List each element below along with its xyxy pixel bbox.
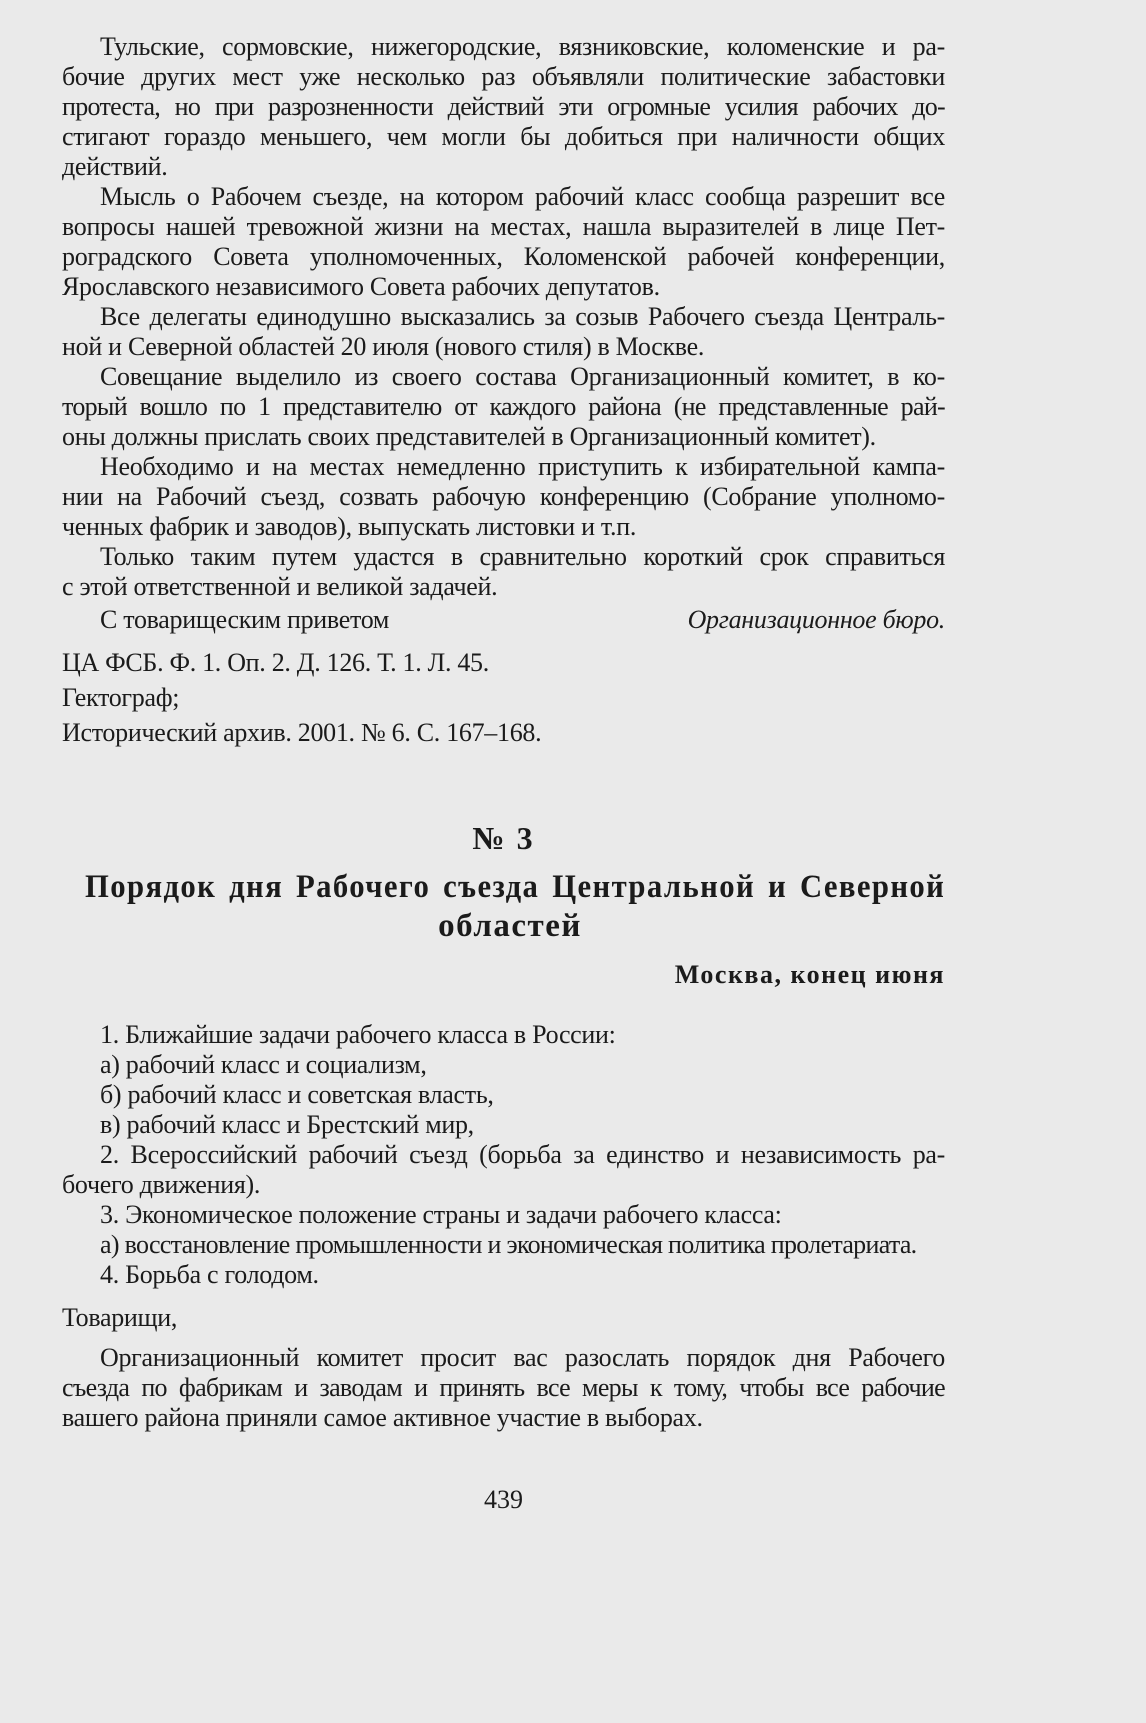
text-line: стигают гораздо меньшего, чем могли бы добиться при наличности общих [62, 122, 945, 151]
text-line: Необходимо и на местах немедленно приступить к избирательной кампа- [100, 452, 945, 481]
text-line: вашего района приняли самое активное участие в выборах. [62, 1403, 703, 1432]
salutation [62, 1303, 945, 1333]
text-line: с этой ответственной и великой задачей. [62, 572, 498, 601]
text-line: б) рабочий класс и советская власть, [100, 1080, 494, 1109]
paragraph [62, 542, 945, 602]
body-text [62, 32, 945, 602]
text-line: Тульские, сормовские, нижегородские, вязниковские, коломенские и ра- [100, 32, 945, 61]
salutation-text: Товарищи, [62, 1303, 178, 1332]
text-line: 2. Всероссийский рабочий съезд (борьба за единство и независимость ра- [100, 1140, 945, 1169]
place-date: Москва, конец июня [674, 960, 945, 989]
text-line: в) рабочий класс и Брестский мир, [100, 1110, 474, 1139]
paragraph [62, 362, 945, 452]
paragraph [62, 1140, 945, 1200]
paragraph [62, 1020, 945, 1050]
paragraph [62, 1260, 945, 1290]
paragraph [62, 1050, 945, 1080]
text-line: Мысль о Рабочем съезде, на котором рабочий класс сообща разрешит все [100, 182, 945, 211]
text-line: ной и Северной областей 20 июля (нового стиля) в Москве. [62, 332, 705, 361]
text-line: а) рабочий класс и социализм, [100, 1050, 427, 1079]
text-line: 4. Борьба с голодом. [100, 1260, 319, 1289]
source-line: Гектограф; [62, 683, 180, 712]
document-title [85, 868, 945, 946]
text-line: 1. Ближайшие задачи рабочего класса в России: [100, 1020, 616, 1049]
text-line: нии на Рабочий съезд, созвать рабочую конференцию (Собрание уполномо- [62, 482, 945, 511]
document-number: № 3 [472, 820, 535, 856]
source-line: Исторический архив. 2001. № 6. С. 167–168. [62, 718, 542, 747]
text-line: бочие других мест уже несколько раз объявляли политические забастовки [62, 62, 945, 91]
text-line: роградского Совета уполномоченных, Коломенской рабочей конференции, [62, 242, 945, 271]
agenda-list [62, 1020, 945, 1290]
text-line: вопросы нашей тревожной жизни на местах, нашла выразителей в лице Пет- [62, 212, 945, 241]
text-line: торый вошло по 1 представителю от каждого района (не представленные рай- [62, 392, 945, 421]
closing [62, 605, 945, 635]
signature: Организационное бюро. [687, 605, 945, 634]
appeal-text [62, 1343, 945, 1433]
paragraph [62, 182, 945, 302]
paragraph [62, 1200, 945, 1230]
paragraph [62, 1343, 945, 1433]
paragraph [62, 302, 945, 362]
text-line: бочего движения). [62, 1170, 261, 1199]
paragraph [62, 1110, 945, 1140]
page-number: 439 [484, 1485, 523, 1514]
text-line: оны должны прислать своих представителей в Организационный комитет). [62, 422, 876, 451]
text-line: съезда по фабрикам и заводам и принять все меры к тому, чтобы все рабочие [62, 1373, 945, 1402]
text-line: а) восстановление промышленности и экономическая политика пролетариата. [100, 1230, 917, 1259]
paragraph [62, 1230, 945, 1260]
paragraph [62, 1080, 945, 1110]
text-line: протеста, но при разрозненности действий эти огромные усилия рабочих до- [62, 92, 945, 121]
paragraph [62, 452, 945, 542]
text-line: Совещание выделило из своего состава Организационный комитет, в ко- [100, 362, 945, 391]
text-line: Только таким путем удастся в сравнительно короткий срок справиться [100, 542, 945, 571]
text-line: Все делегаты единодушно высказались за созыв Рабочего съезда Централь- [100, 302, 945, 331]
title-line: Порядок дня Рабочего съезда Центральной и Северной [85, 869, 946, 905]
text-line: действий. [62, 152, 168, 181]
text-line: ченных фабрик и заводов), выпускать листовки и т.п. [62, 512, 637, 541]
text-line: Ярославского независимого Совета рабочих депутатов. [62, 272, 660, 301]
text-line: 3. Экономическое положение страны и задачи рабочего класса: [100, 1200, 782, 1229]
title-line: областей [438, 908, 582, 944]
paragraph [62, 32, 945, 182]
source-references [62, 645, 945, 750]
greeting: С товарищеским приветом [100, 605, 390, 634]
text-line: Организационный комитет просит вас разослать порядок дня Рабочего [100, 1343, 945, 1372]
source-line: ЦА ФСБ. Ф. 1. Оп. 2. Д. 126. Т. 1. Л. 45. [62, 648, 489, 677]
